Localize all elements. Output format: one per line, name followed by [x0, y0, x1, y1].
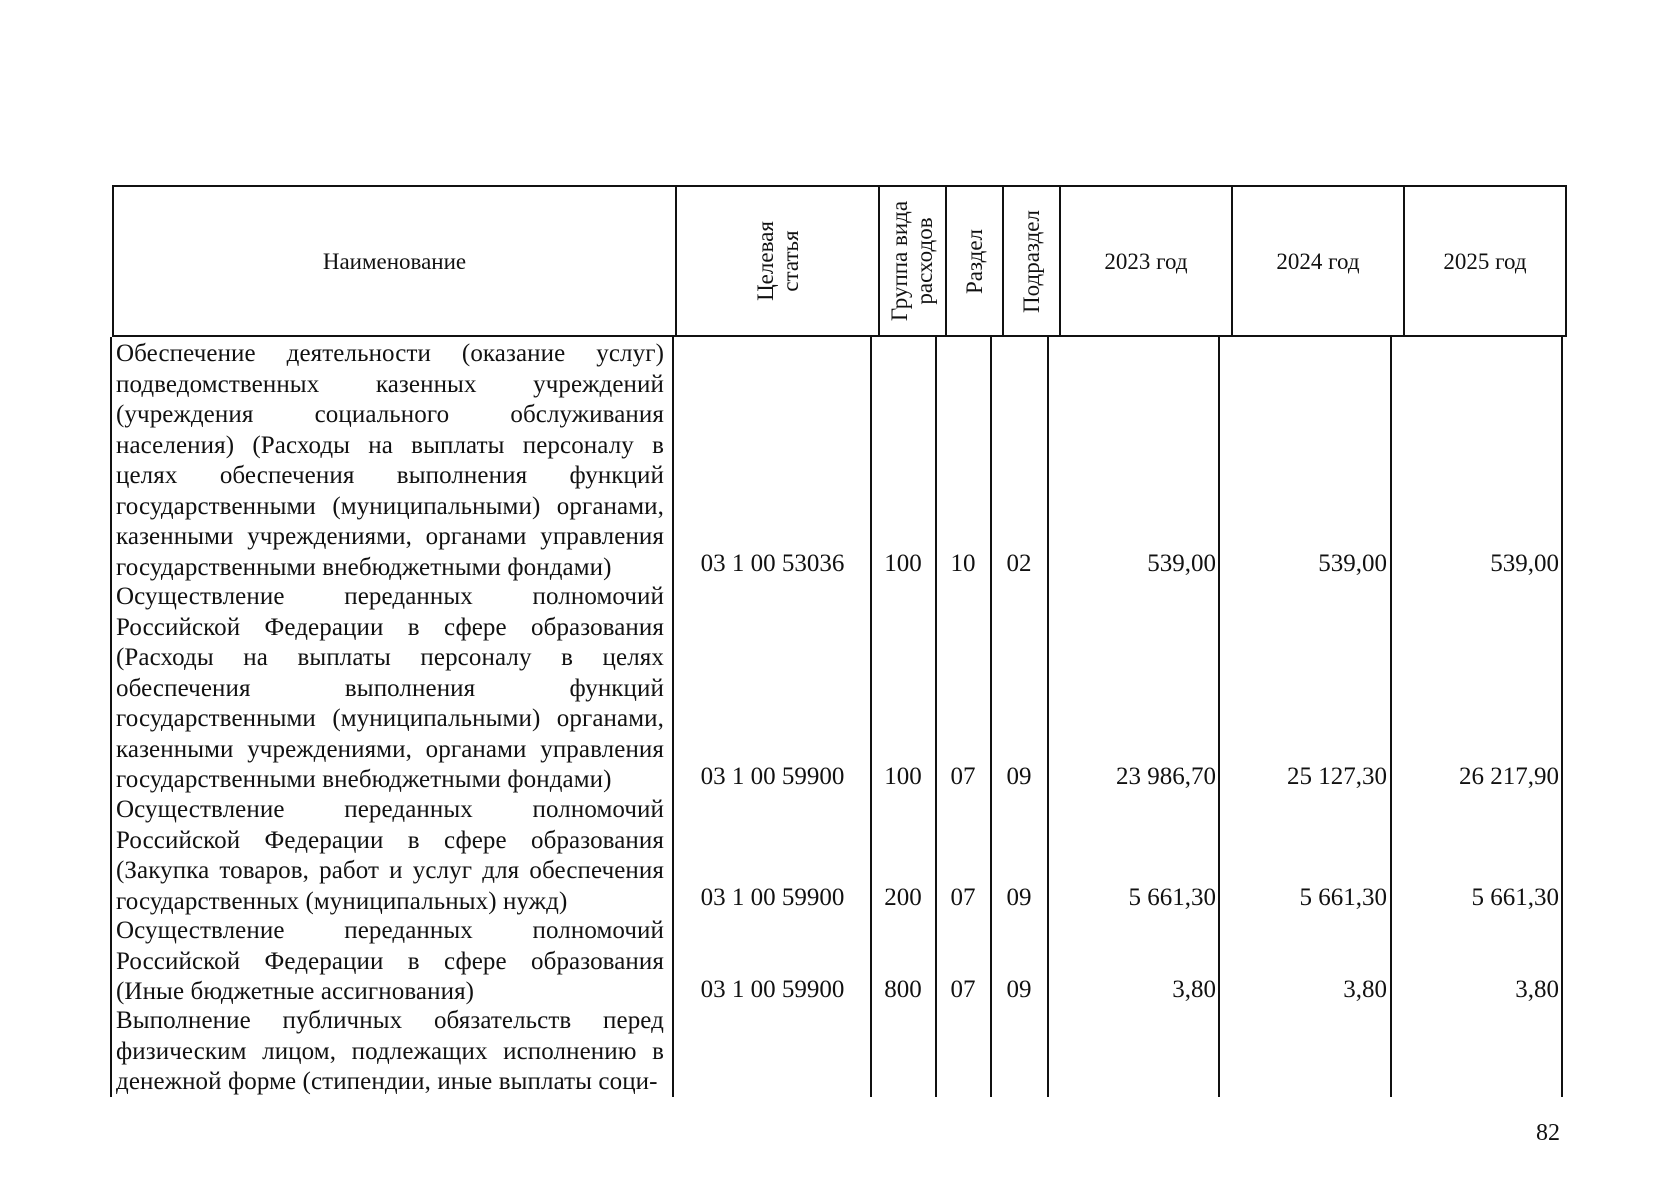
row-target-article: 03 1 00 59900 — [700, 763, 845, 790]
row-value-2025: 26 217,90 — [1459, 763, 1559, 790]
row-value-2023: 3,80 — [1172, 976, 1216, 1003]
row-subsection: 09 — [1006, 976, 1032, 1003]
header-name — [114, 187, 677, 335]
header-target-article-label: Целевая статья — [752, 221, 803, 301]
header-2024 — [1233, 187, 1405, 335]
grid-line — [1047, 337, 1049, 1097]
row-name: Осуществление переданных полномочий Российской Федерации в сфере образования (Расходы на выплаты персоналу в целях обеспечения выполнения функций государственными (муниципальными) органами, казенными учреждениями, органами управления государственными внебюджетными фондами) — [116, 583, 664, 793]
row-target-article: 03 1 00 59900 — [700, 976, 845, 1003]
header-name-label: Наименование — [322, 248, 467, 274]
grid-line — [672, 337, 674, 1097]
header-expense-group — [880, 187, 947, 335]
row-value-2025: 5 661,30 — [1471, 884, 1559, 911]
table-header — [112, 185, 1567, 337]
grid-line — [110, 337, 112, 1097]
row-section: 07 — [950, 884, 976, 911]
row-name: Осуществление переданных полномочий Российской Федерации в сфере образования (Иные бюджетные ассигнования) — [116, 917, 664, 1005]
row-value-2024: 25 127,30 — [1287, 763, 1387, 790]
row-name: Обеспечение деятельности (оказание услуг) подведомственных казенных учреждений (учреждения социального обслуживания населения) (Расходы на выплаты персоналу в целях обеспечения выполнения функций государственными (муниципальными) органами, казенными учреждениями, органами управления государственными внебюджетными фондами) — [116, 340, 664, 581]
row-expense-group: 200 — [884, 884, 922, 911]
header-section-label: Раздел — [962, 228, 987, 294]
header-subsection-label: Подраздел — [1019, 209, 1045, 313]
row-value-2025: 3,80 — [1515, 976, 1559, 1003]
row-section: 10 — [950, 550, 976, 577]
header-2024-label: 2024 год — [1276, 248, 1360, 274]
row-target-article: 03 1 00 59900 — [700, 884, 845, 911]
row-subsection: 09 — [1006, 763, 1032, 790]
row-value-2024: 539,00 — [1318, 550, 1387, 577]
header-subsection — [1004, 187, 1061, 335]
row-value-2023: 23 986,70 — [1116, 763, 1216, 790]
row-name: Выполнение публичных обязательств перед физическим лицом, подлежащих исполнению в денежной форме (стипендии, иные выплаты соци- — [116, 1007, 664, 1095]
header-section — [947, 187, 1004, 335]
row-expense-group: 100 — [884, 763, 922, 790]
grid-line — [1218, 337, 1220, 1097]
row-expense-group: 100 — [884, 550, 922, 577]
row-subsection: 09 — [1006, 884, 1032, 911]
header-expense-group-label: Группа вида расходов — [887, 200, 938, 322]
row-value-2024: 5 661,30 — [1299, 884, 1387, 911]
row-value-2024: 3,80 — [1343, 976, 1387, 1003]
row-name: Осуществление переданных полномочий Российской Федерации в сфере образования (Закупка товаров, работ и услуг для обеспечения государственных (муниципальных) нужд) — [116, 796, 664, 915]
header-2025-label: 2025 год — [1443, 248, 1527, 274]
header-2023 — [1061, 187, 1233, 335]
row-target-article: 03 1 00 53036 — [700, 550, 845, 577]
row-value-2023: 539,00 — [1147, 550, 1216, 577]
row-value-2025: 539,00 — [1490, 550, 1559, 577]
row-section: 07 — [950, 976, 976, 1003]
row-value-2023: 5 661,30 — [1128, 884, 1216, 911]
header-2023-label: 2023 год — [1104, 248, 1188, 274]
grid-line — [1561, 337, 1563, 1097]
page-number: 82 — [1536, 1120, 1560, 1146]
row-expense-group: 800 — [884, 976, 922, 1003]
grid-line — [1390, 337, 1392, 1097]
header-2025 — [1405, 187, 1565, 335]
row-section: 07 — [950, 763, 976, 790]
row-subsection: 02 — [1006, 550, 1032, 577]
header-target-article — [677, 187, 880, 335]
